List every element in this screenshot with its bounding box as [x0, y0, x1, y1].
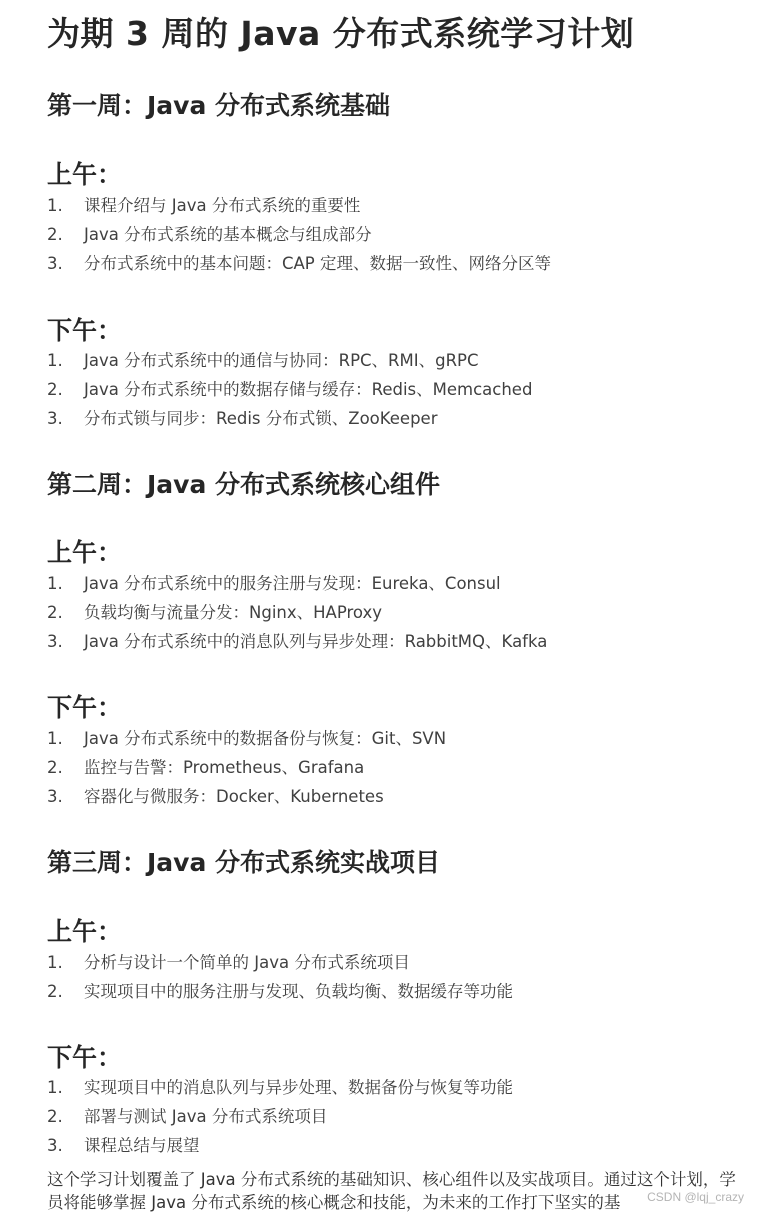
week-2-afternoon-heading: 下午：: [47, 693, 123, 722]
week-2-morning-list: [47, 569, 737, 656]
week-2-heading: 第二周：Java 分布式系统核心组件: [47, 470, 441, 499]
week-1-afternoon-heading: 下午：: [47, 316, 123, 345]
list-item: 2. Java 分布式系统的基本概念与组成部分: [47, 225, 372, 244]
week-2-afternoon-list: [47, 724, 737, 811]
list-item: 1. 分析与设计一个简单的 Java 分布式系统项目: [47, 953, 410, 972]
page-title: 为期 3 周的 Java 分布式系统学习计划: [47, 14, 635, 53]
list-item: 2. 监控与告警：Prometheus、Grafana: [47, 758, 365, 777]
list-item: 3. 分布式锁与同步：Redis 分布式锁、ZooKeeper: [47, 409, 438, 428]
week-3-afternoon-heading: 下午：: [47, 1043, 123, 1072]
list-item: 3. 容器化与微服务：Docker、Kubernetes: [47, 787, 384, 806]
week-3-heading: 第三周：Java 分布式系统实战项目: [47, 848, 441, 877]
list-item: 1. Java 分布式系统中的通信与协同：RPC、RMI、gRPC: [47, 351, 479, 370]
week-3-morning-list: [47, 948, 737, 1006]
week-3-afternoon-list: [47, 1073, 737, 1160]
week-1-morning-heading: 上午：: [47, 160, 123, 189]
list-item: 1. 课程介绍与 Java 分布式系统的重要性: [47, 196, 361, 215]
list-item: 2. 负载均衡与流量分发：Nginx、HAProxy: [47, 603, 383, 622]
list-item: 1. 实现项目中的消息队列与异步处理、数据备份与恢复等功能: [47, 1078, 513, 1097]
week-2-morning-heading: 上午：: [47, 538, 123, 567]
list-item: 2. Java 分布式系统中的数据存储与缓存：Redis、Memcached: [47, 380, 533, 399]
watermark: CSDN @lqj_crazy: [647, 1190, 744, 1204]
list-item: 1. Java 分布式系统中的数据备份与恢复：Git、SVN: [47, 729, 447, 748]
week-3-morning-heading: 上午：: [47, 917, 123, 946]
summary-paragraph: 这个学习计划覆盖了 Java 分布式系统的基础知识、核心组件以及实战项目。通过这个计划，学员将能够掌握 Java 分布式系统的核心概念和技能，为未来的工作打下坚实的基: [47, 1170, 736, 1212]
list-item: 3. 课程总结与展望: [47, 1136, 200, 1155]
list-item: 3. 分布式系统中的基本问题：CAP 定理、数据一致性、网络分区等: [47, 254, 552, 273]
list-item: 2. 实现项目中的服务注册与发现、负载均衡、数据缓存等功能: [47, 982, 513, 1001]
week-1-heading: 第一周：Java 分布式系统基础: [47, 91, 391, 120]
week-1-afternoon-list: [47, 346, 737, 433]
week-1-morning-list: [47, 191, 737, 278]
list-item: 3. Java 分布式系统中的消息队列与异步处理：RabbitMQ、Kafka: [47, 632, 548, 651]
list-item: 2. 部署与测试 Java 分布式系统项目: [47, 1107, 328, 1126]
list-item: 1. Java 分布式系统中的服务注册与发现：Eureka、Consul: [47, 574, 501, 593]
